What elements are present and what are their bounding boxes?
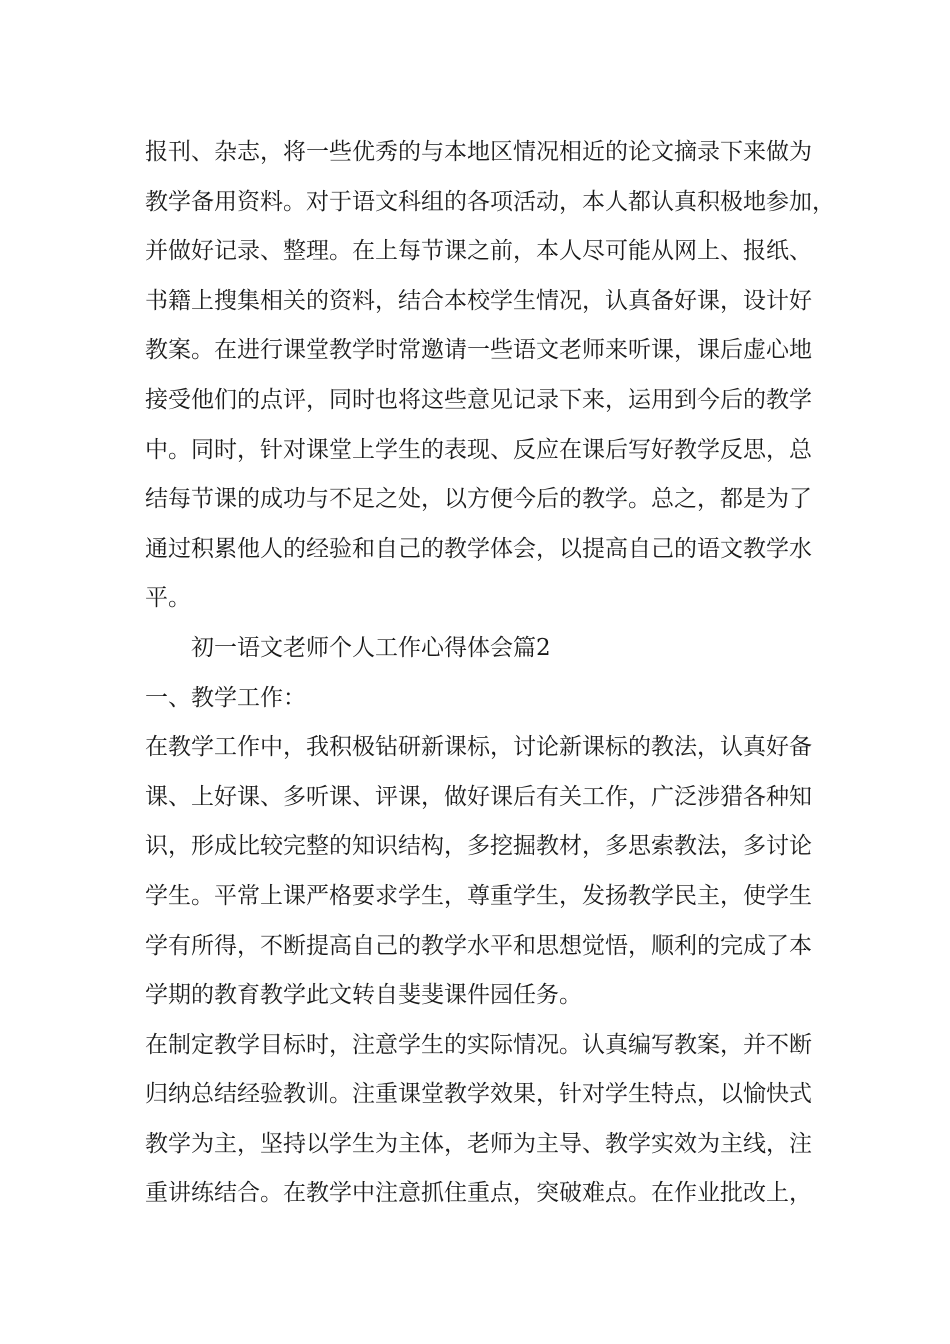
text-line: 识，形成比较完整的知识结构，多挖掘教材，多思索教法，多讨论 bbox=[145, 833, 812, 860]
text-line: 课、上好课、多听课、评课，做好课后有关工作，广泛涉猎各种知 bbox=[145, 783, 812, 810]
text-line: 一、教学工作： bbox=[145, 684, 306, 711]
text-line: 结每节课的成功与不足之处，以方便今后的教学。总之，都是为了 bbox=[145, 486, 812, 513]
text-line: 学期的教育教学此文转自斐斐课件园任务。 bbox=[145, 982, 582, 1009]
text-line: 在教学工作中，我积极钻研新课标，讨论新课标的教法，认真好备 bbox=[145, 734, 812, 761]
document-body bbox=[145, 128, 835, 1219]
text-line: 教学备用资料。对于语文科组的各项活动，本人都认真积极地参加， bbox=[145, 188, 835, 215]
text-line: 归纳总结经验教训。注重课堂教学效果，针对学生特点，以愉快式 bbox=[145, 1081, 812, 1108]
section-heading: 初一语文老师个人工作心得体会篇2 bbox=[191, 634, 551, 661]
text-line: 学生。平常上课严格要求学生，尊重学生，发扬教学民主，使学生 bbox=[145, 882, 812, 909]
text-line: 平。 bbox=[145, 585, 191, 612]
text-line: 并做好记录、整理。在上每节课之前，本人尽可能从网上、报纸、 bbox=[145, 238, 812, 265]
text-line: 在制定教学目标时，注意学生的实际情况。认真编写教案，并不断 bbox=[145, 1031, 812, 1058]
text-line: 中。同时，针对课堂上学生的表现、反应在课后写好教学反思，总 bbox=[145, 436, 812, 463]
text-line: 通过积累他人的经验和自己的教学体会，以提高自己的语文教学水 bbox=[145, 535, 812, 562]
text-line: 重讲练结合。在教学中注意抓住重点，突破难点。在作业批改上， bbox=[145, 1180, 812, 1207]
text-line: 教学为主，坚持以学生为主体，老师为主导、教学实效为主线，注 bbox=[145, 1130, 812, 1157]
text-line: 书籍上搜集相关的资料，结合本校学生情况，认真备好课，设计好 bbox=[145, 287, 812, 314]
text-line: 接受他们的点评，同时也将这些意见记录下来，运用到今后的教学 bbox=[145, 386, 812, 413]
text-line: 教案。在进行课堂教学时常邀请一些语文老师来听课，课后虚心地 bbox=[145, 337, 812, 364]
text-line: 报刊、杂志，将一些优秀的与本地区情况相近的论文摘录下来做为 bbox=[145, 139, 812, 165]
text-line: 学有所得，不断提高自己的教学水平和思想觉悟，顺利的完成了本 bbox=[145, 932, 812, 959]
